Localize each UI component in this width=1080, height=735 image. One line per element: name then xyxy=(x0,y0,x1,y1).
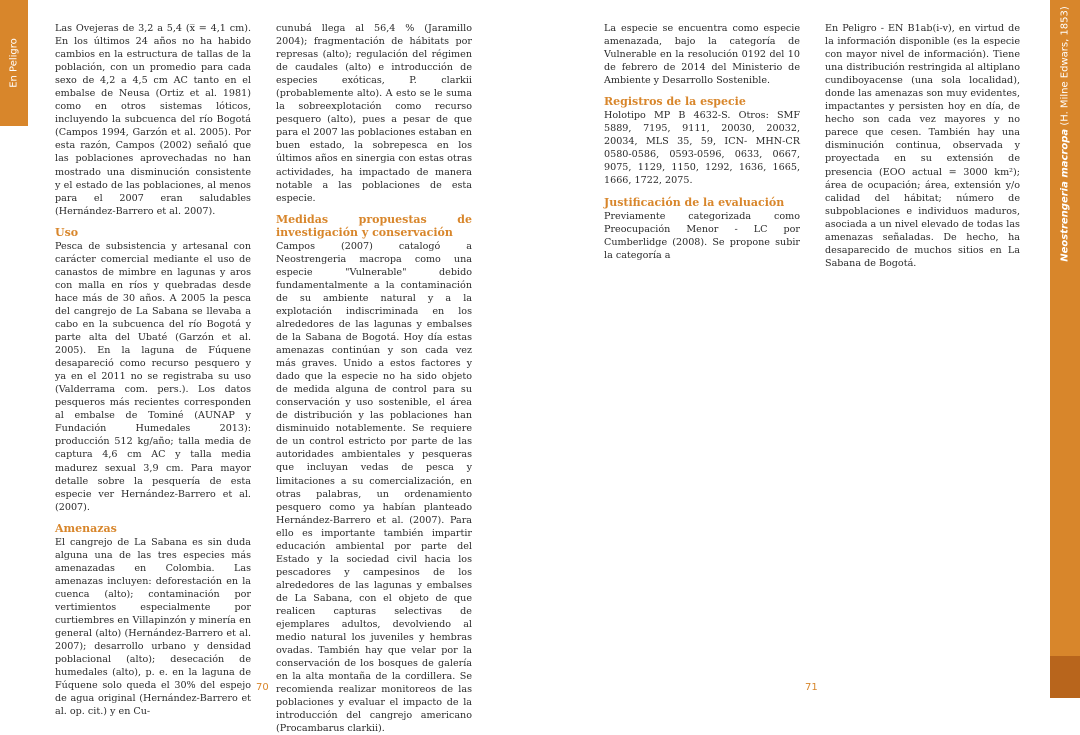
column-4 xyxy=(825,22,1020,270)
section-tab xyxy=(0,0,28,126)
species-band xyxy=(1050,0,1080,698)
section-tab-label: En Peligro xyxy=(8,38,20,88)
heading-amenazas: Amenazas xyxy=(55,521,117,535)
uso-paragraph: Pesca de subsistencia y artesanal con carácter comercial mediante el uso de canastos de mimbre en lagunas y aros con malla en ríos y quebradas desde hace más de 30 años. A 2005 la pesca del cangrejo de La Sabana se llevaba a cabo en la subcuenca del río Bogotá y parte alta del Ubaté (Garzón et al. 2005). En la laguna de Fúquene desapareció como recurso pesquero y ya en el 2011 no se registraba su uso (Valderrama com. pers.). Los datos pesqueros más recientes corresponden al embalse de Tominé (AUNAP y Fundación Humedales 2013): producción 512 kg/año; talla media de captura 4,6 cm AC y talla media madurez sexual 3,9 cm. Para mayor detalle sobre la pesquería de esta especie ver Hernández-Barrero et al. (2007). xyxy=(55,240,251,513)
species-authority: (H. Milne Edwars, 1853) xyxy=(1059,6,1071,126)
column-3 xyxy=(604,22,800,262)
heading-uso: Uso xyxy=(55,225,79,239)
status-paragraph: La especie se encuentra como especie amenazada, bajo la categoría de Vulnerable en la resolución 0192 del 10 de febrero de 2014 del Ministerio de Ambiente y Desarrollo Sostenible. xyxy=(604,23,800,87)
species-name: Neostrengeria macropa xyxy=(1059,128,1071,262)
heading-justificacion: Justificación de la evaluación xyxy=(604,195,785,209)
justificacion-paragraph: Previamente categorizada como Preocupación Menor - LC por Cumberlidge (2008). Se propone subir la categoría a xyxy=(604,210,800,261)
medidas-paragraph: Campos (2007) catalogó a Neostrengeria macropa como una especie "Vulnerable" debido fundamentalmente a la contaminación de su ambiente natural y a la explotación indiscriminada en los alrededores de las lagunas y embalses de la Sabana de Bogotá. Hoy día estas amenazas continúan y son cada vez más graves. Unido a estos factores y dado que la especie no ha sido objeto de medida alguna de control para su conservación y uso sostenible, el área de distribución y las poblaciones han disminuido notablemente. Se requiere de un control estricto por parte de las autoridades ambientales y pesqueras que incluyan vedas de pesca y limitaciones a su comercialización, en otras palabras, un ordenamiento pesquero como ya habían planteado Hernández-Barrero et al. (2007). Para ello es importante también impartir educación ambiental por parte del Estado y la sociedad civil hacia los pescadores y campesinos de los alrededores de las lagunas y embalses de La Sabana, con el objeto de que realicen capturas selectivas de ejemplares adultos, devolviendo al medio natural los juveniles y hembras ovadas. También hay que velar por la conservación de los bosques de galería en la alta montaña de la cordillera. Se recomienda realizar monitoreos de las poblaciones y evaluar el impacto de la introducción del cangrejo americano (Procambarus clarkii). xyxy=(276,240,472,735)
heading-registros: Registros de la especie xyxy=(604,95,746,109)
amenazas-continued-paragraph: cunubá llega al 56,4 % (Jaramillo 2004); fragmentación de hábitats por represas (alto); regulación del régimen de caudales (alto) e introducción de especies exóticas, P. clarkii (probablemente alto). A esto se le suma la sobreexplotación como recurso pesquero (alto), pues a pesar de que para el 2007 las poblaciones estaban en buen estado, la sobrepesca en los últimos años en sinergia con estas otras actividades, ha impactado de manera notable a las poblaciones de esta especie. xyxy=(276,23,472,204)
column-1 xyxy=(55,22,251,718)
column-2 xyxy=(276,22,472,735)
heading-medidas: Medidas propuestas de investigación y conservación xyxy=(276,212,472,239)
species-band-label xyxy=(1060,6,1071,262)
registros-paragraph: Holotipo MP B 4632-S. Otros: SMF 5889, 7195, 9111, 20030, 20032, 20034, MLS 35, 59, ICN- MHN-CR 0580-0586, 0593-0596, 0633, 0667, 9075, 1129, 1150, 1292, 1636, 1665, 1666, 1722, 2075. xyxy=(604,110,800,187)
justificacion-continued-paragraph: En Peligro - EN B1ab(i-v), en virtud de la información disponible (es la especie con mayor nivel de información). Tiene una distribución restringida al altiplano cundiboyacense (una sola localidad), donde las amenazas son muy evidentes, impactantes y persisten hoy en día, de hecho son cada vez mayores y no parece que cesen. También hay una disminución continua, observada y proyectada en su extensión de presencia (EOO actual = 3000 km²); área de ocupación; área, extensión y/o calidad del hábitat; número de subpoblaciones e individuos maduros, asociada a un nivel elevado de todas las amenazas señaladas. De hecho, ha desaparecido de muchos sitios en La Sabana de Bogotá. xyxy=(825,23,1020,269)
intro-paragraph: Las Ovejeras de 3,2 a 5,4 (x̅ = 4,1 cm). En los últimos 24 años no ha habido cambios en la estructura de tallas de la población, con un promedio para cada sexo de 4,2 a 4,5 cm AC tanto en el embalse de Neusa (Ortiz et al. 1981) como en otros sistemas lóticos, incluyendo la subcuenca del río Bogotá (Campos 1994, Garzón et al. 2005). Por esta razón, Campos (2002) señaló que las poblaciones aprovechadas no han mostrado una disminución consistente y el estado de las poblaciones, al menos para el 2007 eran saludables (Hernández-Barrero et al. 2007). xyxy=(55,23,251,217)
amenazas-paragraph: El cangrejo de La Sabana es sin duda alguna una de las tres especies más amenazadas en Colombia. Las amenazas incluyen: deforestación en la cuenca (alto); contaminación por vertimientos especialmente por curtiembres en Villapinzón y minería en general (alto) (Hernández-Barrero et al. 2007); desarrollo urbano y densidad poblacional (alto); desecación de humedales (alto), p. e. en la laguna de Fúquene solo queda el 30% del espejo de agua original (Hernández-Barrero et al. op. cit.) y en Cu- xyxy=(55,536,251,718)
page-number-right: 71 xyxy=(805,682,818,693)
band-footer-block xyxy=(1050,656,1080,698)
page-number-left: 70 xyxy=(256,682,269,693)
